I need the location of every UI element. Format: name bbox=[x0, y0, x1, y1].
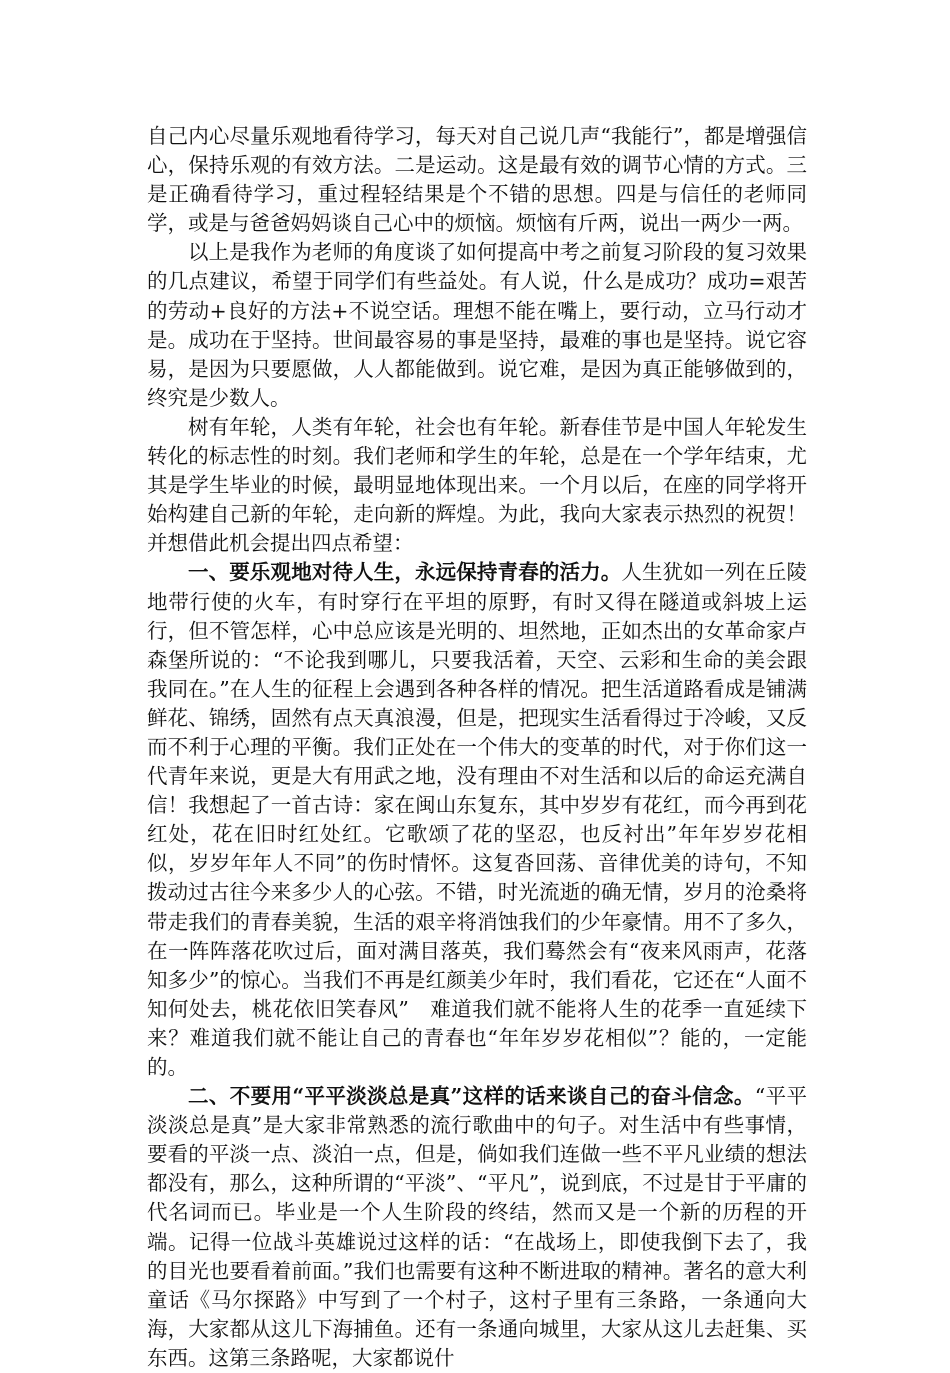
section-heading-2: 二、不要用“平平淡淡总是真”这样的话来谈自己的奋斗信念。 bbox=[188, 1084, 755, 1109]
paragraph-1: 自己内心尽量乐观地看待学习，每天对自己说几声“我能行”，都是增强信心，保持乐观的有效方法。二是运动。这是最有效的调节心情的方式。三是正确看待学习，重过程轻结果是个不错的思想。四是与信任的老师同学，或是与爸爸妈妈谈自己心中的烦恼。烦恼有斤两，说出一两少一两。 bbox=[147, 124, 807, 236]
section-heading-1: 一、要乐观地对待人生，永远保持青春的活力。 bbox=[188, 560, 622, 585]
paragraph-2: 以上是我作为老师的角度谈了如何提高中考之前复习阶段的复习效果的几点建议，希望于同学们有些益处。有人说，什么是成功？成功=艰苦的劳动+良好的方法+不说空话。理想不能在嘴上，要行动，立马行动才是。成功在于坚持。世间最容易的事是坚持，最难的事也是坚持。说它容易，是因为只要愿做，人人都能做到。说它难，是因为真正能够做到的，终究是少数人。 bbox=[147, 240, 807, 410]
paragraph-5 bbox=[147, 1082, 807, 1373]
paragraph-4 bbox=[147, 558, 807, 1082]
section-body-2: “平平淡淡总是真”是大家非常熟悉的流行歌曲中的句子。对生活中有些事情，要看的平淡一点、淡泊一点，但是，倘如我们连做一些不平凡业绩的想法都没有，那么，这种所谓的“平淡”、“平凡”，说到底，不过是甘于平庸的代名词而已。毕业是一个人生阶段的终结，然而又是一个新的历程的开端。记得一位战斗英雄说过这样的话：“在战场上，即使我倒下去了，我的目光也要看着前面。”我们也需要有这种不断进取的精神。著名的意大利童话《马尔探路》中写到了一个村子，这村子里有三条路，一条通向大海，大家都从这儿下海捕鱼。还有一条通向城里，大家从这儿去赶集、买东西。这第三条路呢，大家都说什 bbox=[147, 1084, 807, 1370]
paragraph-3: 树有年轮，人类有年轮，社会也有年轮。新春佳节是中国人年轮发生转化的标志性的时刻。我们老师和学生的年轮，总是在一个学年结束，尤其是学生毕业的时候，最明显地体现出来。一个月以后，在座的同学将开始构建自己新的年轮，走向新的辉煌。为此，我向大家表示热烈的祝贺！并想借此机会提出四点希望： bbox=[147, 414, 807, 556]
section-body-1: 人生犹如一列在丘陵地带行使的火车，有时穿行在平坦的原野，有时又得在隧道或斜坡上运行，但不管怎样，心中总应该是光明的、坦然地，正如杰出的女革命家卢森堡所说的：“不论我到哪儿，只要我活着，天空、云彩和生命的美会跟我同在。”在人生的征程上会遇到各种各样的情况。把生活道路看成是铺满鲜花、锦绣，固然有点天真浪漫，但是，把现实生活看得过于冷峻，又反而不利于心理的平衡。我们正处在一个伟大的变革的时代，对于你们这一代青年来说，更是大有用武之地，没有理由不对生活和以后的命运充满自信！我想起了一首古诗：家在闽山东复东，其中岁岁有花红，而今再到花红处，花在旧时红处红。它歌颂了花的坚忍，也反衬出”年年岁岁花相似，岁岁年年人不同”的伤时情怀。这复沓回荡、音律优美的诗句，不知拨动过古往今来多少人的心弦。不错，时光流逝的确无情，岁月的沧桑将带走我们的青春美貌，生活的艰辛将消蚀我们的少年豪情。用不了多久，在一阵阵落花吹过后，面对满目落英，我们蓦然会有“夜来风雨声，花落知多少”的惊心。当我们不再是红颜美少年时，我们看花，它还在“人面不知何处去，桃花依旧笑春风” 难道我们就不能将人生的花季一直延续下来？难道我们就不能让自己的青春也“年年岁岁花相似”？能的，一定能的。 bbox=[147, 560, 808, 1079]
document-page bbox=[147, 122, 807, 1373]
